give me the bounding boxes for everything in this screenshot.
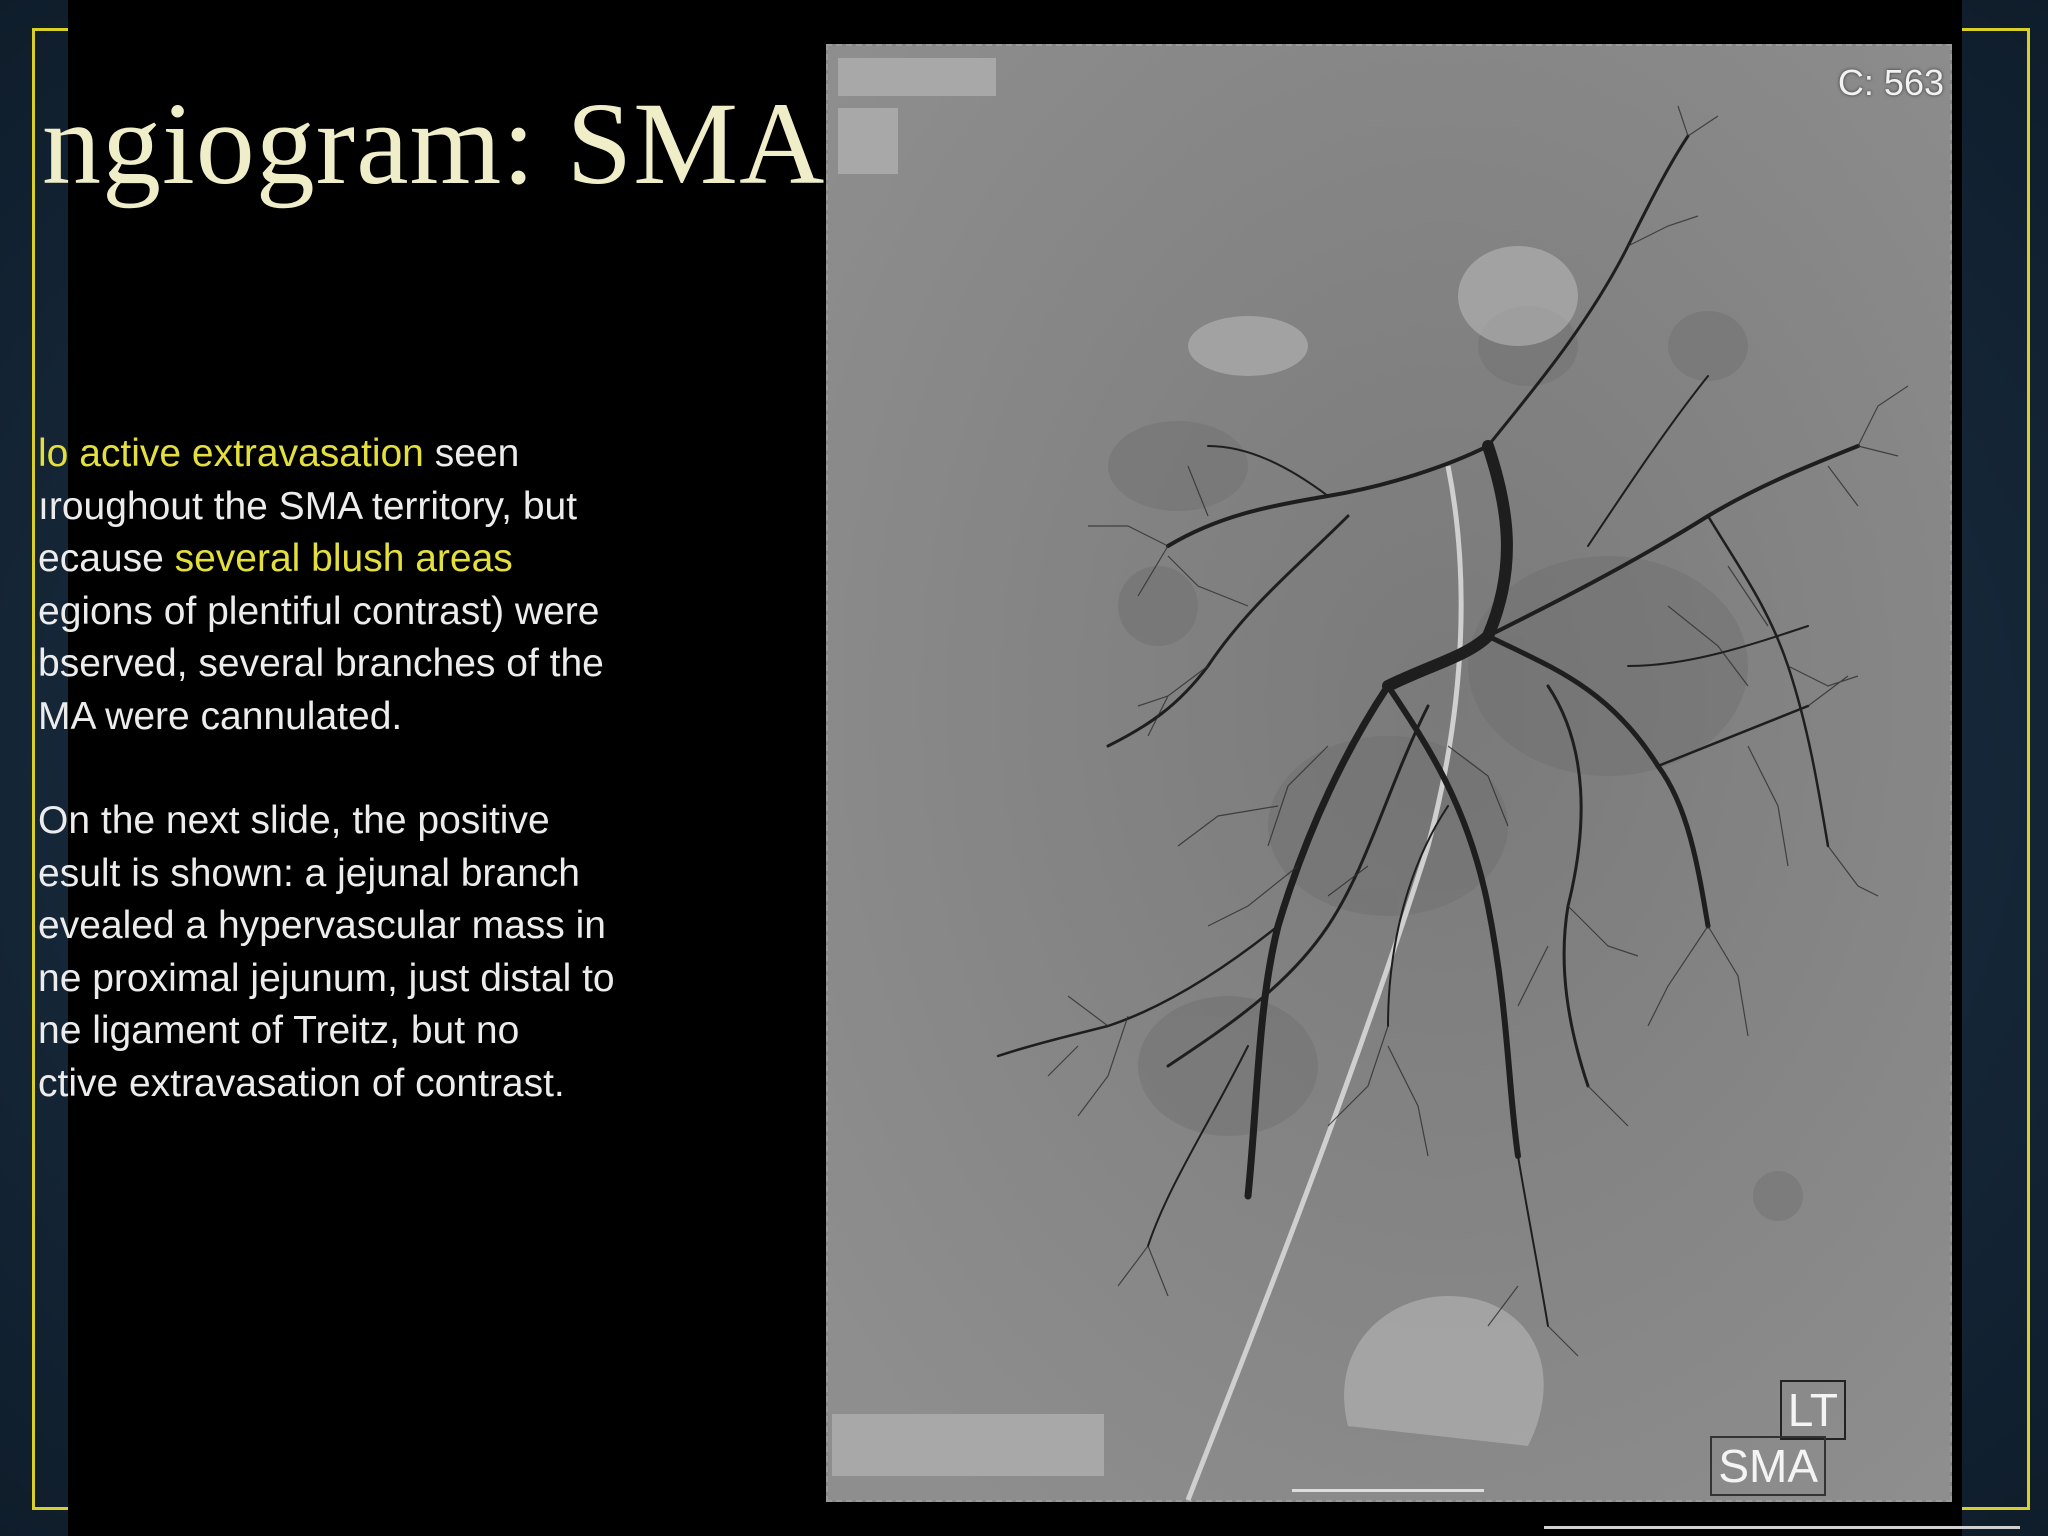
text-seen: seen	[423, 432, 520, 475]
text-line-2: ıroughout the SMA territory, but	[38, 484, 578, 528]
slide-body	[38, 428, 758, 1162]
angiogram-vessels	[828, 46, 1950, 1500]
text-line-3: ecause	[38, 537, 175, 580]
angiogram-image	[826, 44, 1952, 1502]
lt-marker: LT	[1780, 1380, 1846, 1440]
bottom-rule	[1544, 1526, 2020, 1529]
paragraph-2	[38, 795, 758, 1110]
redacted-box-bottom	[832, 1414, 1104, 1476]
text-line-6: MA were cannulated.	[38, 694, 403, 738]
frame-counter: C: 563	[1837, 62, 1944, 103]
text-p2-line-1: On the next slide, the positive	[38, 799, 550, 842]
highlight-blush-areas: several blush areas	[174, 537, 513, 580]
redacted-box-top	[838, 58, 996, 96]
scale-bar	[1292, 1481, 1484, 1492]
slide	[38, 0, 1962, 1536]
text-p2-line-6: ctive extravasation of contrast.	[38, 1061, 565, 1105]
text-p2-line-3: evealed a hypervascular mass in	[38, 904, 606, 947]
slide-title: ngiogram: SMA	[42, 78, 826, 209]
text-p2-line-5: ne ligament of Treitz, but no	[38, 1009, 520, 1052]
text-p2-line-4: ne proximal jejunum, just distal to	[38, 956, 615, 1000]
paragraph-1	[38, 428, 758, 743]
redacted-box-small	[838, 108, 898, 174]
text-p2-line-2: esult is shown: a jejunal branch	[38, 851, 580, 895]
text-line-4: egions of plentiful contrast) were	[38, 589, 600, 633]
text-line-5: bserved, several branches of the	[38, 642, 604, 685]
highlight-no-extravasation: lo active extravasation	[38, 432, 424, 475]
sma-marker: SMA	[1710, 1436, 1826, 1496]
